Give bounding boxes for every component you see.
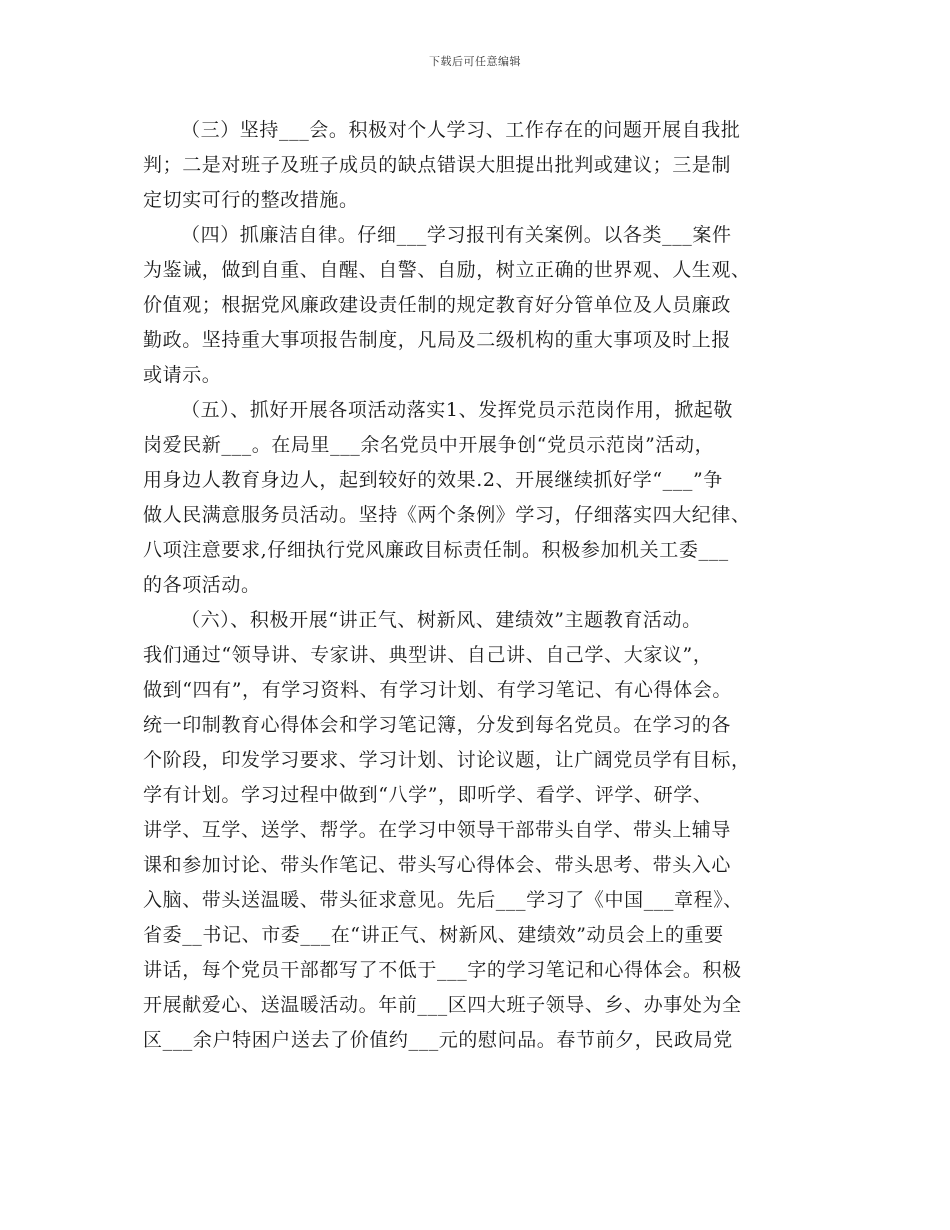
text-line: 勤政。坚持重大事项报告制度，凡局及二级机构的重大事项及时上报 [143, 329, 732, 351]
text-line: 岗爱民新___。在局里___余名党员中开展争创“党员示范岗”活动， [143, 434, 715, 456]
text-line: 个阶段，印发学习要求、学习计划、讨论议题，让广阔党员学有目标， [143, 749, 751, 771]
text-line: 八项注意要求,仔细执行党风廉政目标责任制。积极参加机关工委___ [143, 539, 729, 561]
page-header: 下载后可任意编辑 [429, 55, 521, 68]
text-line: 区___余户特困户送去了价值约___元的慰问品。春节前夕，民政局党 [143, 1029, 733, 1051]
text-line: 省委__书记、市委___在“讲正气、树新风、建绩效”动员会上的重要 [143, 924, 724, 946]
paragraph-first-line: （三）坚持___会。积极对个人学习、工作存在的问题开展自我批 [181, 119, 741, 141]
paragraph-first-line: （六）、积极开展“讲正气、树新风、建绩效”主题教育活动。 [181, 609, 702, 631]
text-line: 判；二是对班子及班子成员的缺点错误大胆提出批判或建议；三是制 [143, 154, 732, 176]
text-line: 定切实可行的整改措施。 [143, 189, 359, 211]
text-line: 学有计划。学习过程中做到“八学”，即听学、看学、评学、研学、 [143, 784, 713, 806]
text-line: 或请示。 [143, 364, 222, 386]
text-line: 课和参加讨论、带头作笔记、带头写心得体会、带头思考、带头入心 [143, 854, 732, 876]
text-line: 做人民满意服务员活动。坚持《两个条例》学习，仔细落实四大纪律、 [143, 504, 751, 526]
text-line: 讲话，每个党员干部都写了不低于___字的学习笔记和心得体会。积极 [143, 959, 742, 981]
paragraph-first-line: （四）抓廉洁自律。仔细___学习报刊有关案例。以各类___案件 [181, 224, 732, 246]
paragraph-first-line: （五）、抓好开展各项活动落实1、发挥党员示范岗作用，掀起敬 [181, 399, 733, 421]
text-line: 价值观；根据党风廉政建设责任制的规定教育好分管单位及人员廉政 [143, 294, 732, 316]
text-line: 我们通过“领导讲、专家讲、典型讲、自己讲、自己学、大家议”， [143, 644, 713, 666]
text-line: 为鉴诫，做到自重、自醒、自警、自励，树立正确的世界观、人生观、 [143, 259, 751, 281]
text-line: 的各项活动。 [143, 574, 261, 596]
text-line: 做到“四有”，有学习资料、有学习计划、有学习笔记、有心得体会。 [143, 679, 733, 701]
text-line: 统一印制教育心得体会和学习笔记簿，分发到每名党员。在学习的各 [143, 714, 732, 736]
text-line: 用身边人教育身边人，起到较好的效果.2、开展继续抓好学“___”争 [143, 469, 723, 491]
text-line: 开展献爱心、送温暖活动。年前___区四大班子领导、乡、办事处为全 [143, 994, 742, 1016]
document-body [143, 113, 813, 1058]
text-line: 讲学、互学、送学、帮学。在学习中领导干部带头自学、带头上辅导 [143, 819, 732, 841]
text-line: 入脑、带头送温暖、带头征求意见。先后___学习了《中国___章程》、 [143, 889, 743, 911]
